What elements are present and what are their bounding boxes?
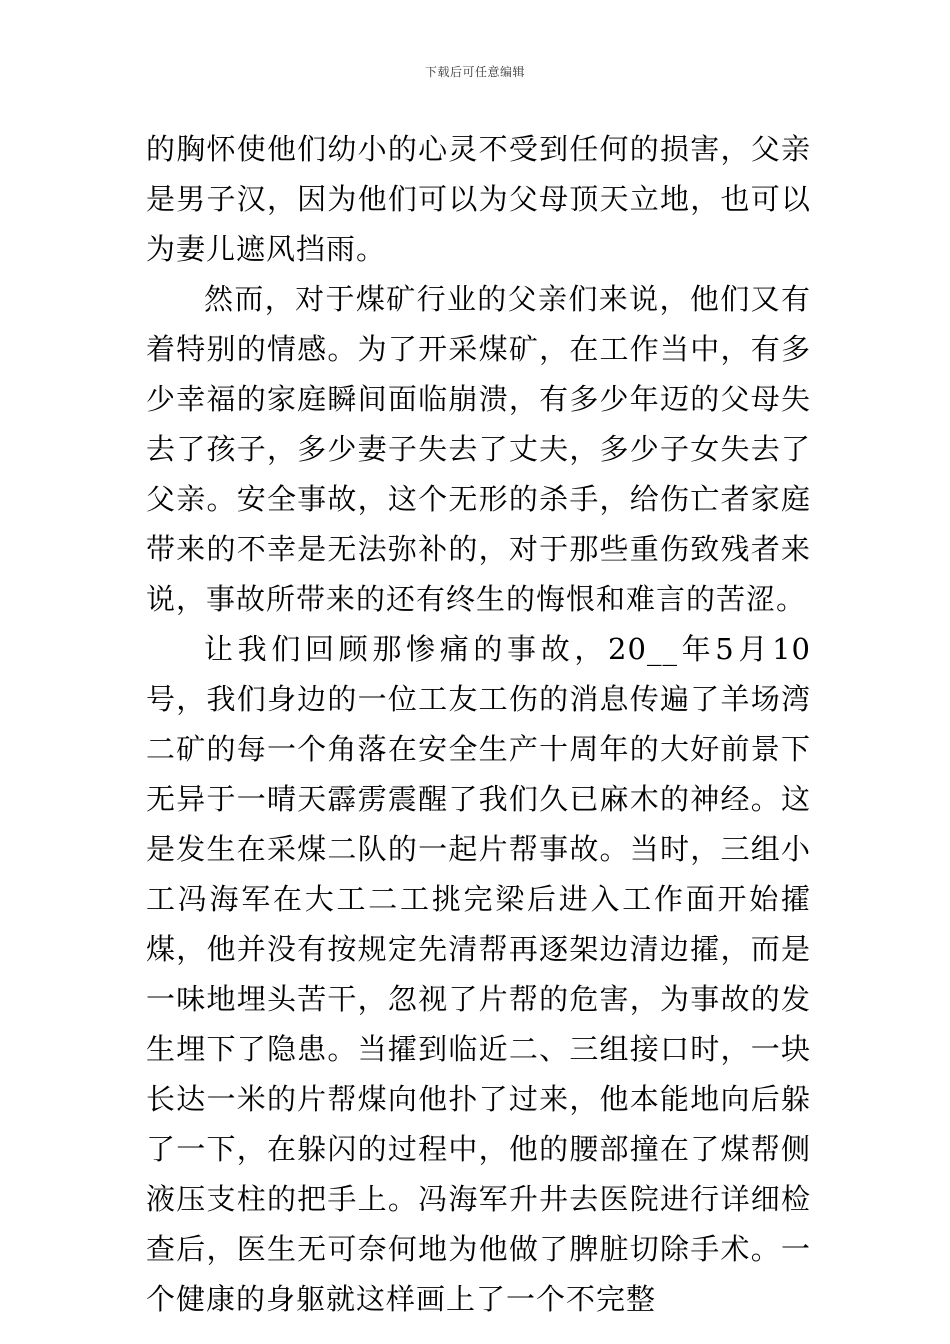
paragraph-accident-review: 让我们回顾那惨痛的事故，20__年5月10号，我们身边的一位工友工伤的消息传遍了羊场湾二矿的每一个角落在安全生产十周年的大好前景下无异于一晴天霹雳震醒了我们久已麻木的神经。这是发生在采煤二队的一起片帮事故。当时，三组小工冯海军在大工二工挑完梁后进入工作面开始攉煤，他并没有按规定先清帮再逐架边清边攉，而是一味地埋头苦干，忽视了片帮的危害，为事故的发生埋下了隐患。当攉到临近二、三组接口时，一块长达一米的片帮煤向他扑了过来，他本能地向后躲了一下，在躲闪的过程中，他的腰部撞在了煤帮侧液压支柱的把手上。冯海军升井去医院进行详细检查后，医生无可奈何地为他做了脾脏切除手术。一个健康的身躯就这样画上了一个不完整 [146, 632, 811, 1316]
page-header: 下载后可任意编辑 [424, 65, 525, 79]
paragraph-continuation: 的胸怀使他们幼小的心灵不受到任何的损害，父亲是男子汉，因为他们可以为父母顶天立地，也可以为妻儿遮风挡雨。 [146, 132, 811, 266]
paragraph-coal-industry: 然而，对于煤矿行业的父亲们来说，他们又有着特别的情感。为了开采煤矿，在工作当中，有多少幸福的家庭瞬间面临崩溃，有多少年迈的父母失去了孩子，多少妻子失去了丈夫，多少子女失去了父亲。安全事故，这个无形的杀手，给伤亡者家庭带来的不幸是无法弥补的，对于那些重伤致残者来说，事故所带来的还有终生的悔恨和难言的苦涩。 [146, 282, 811, 616]
document-body [146, 124, 811, 1324]
